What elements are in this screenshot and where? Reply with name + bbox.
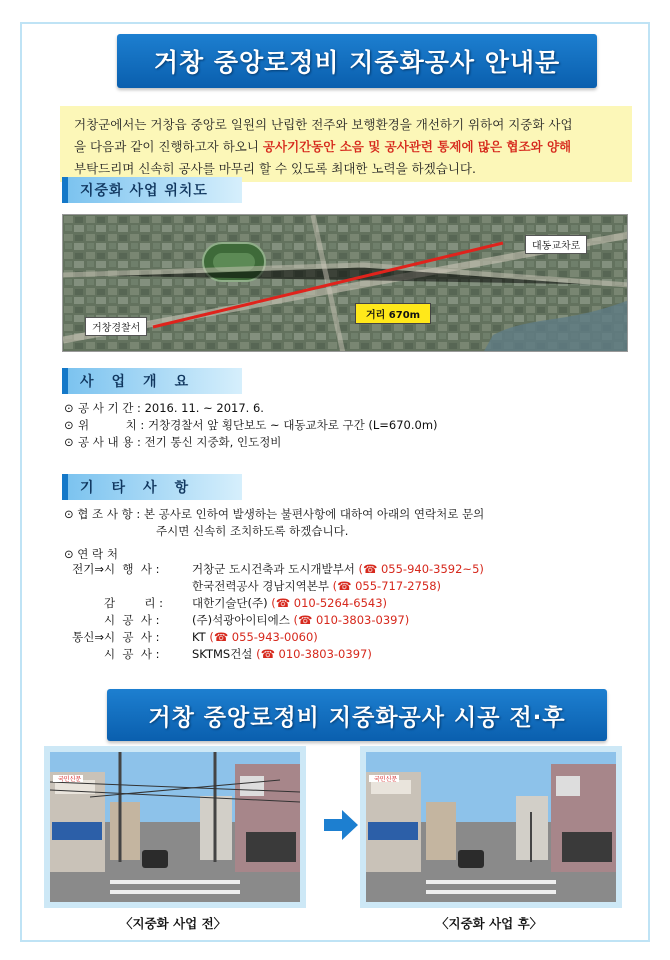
section-heading-location-text: 지중화 사업 위치도 — [80, 183, 208, 199]
map-label-police-station: 거창경찰서 — [85, 317, 147, 336]
section-heading-other — [62, 474, 242, 500]
overview-item — [64, 417, 438, 434]
overview-item — [64, 434, 438, 451]
intro-line-3: 부탁드리며 신속히 공사를 마무리 할 수 있도록 최대한 노력을 하겠습니다. — [74, 161, 476, 176]
title-banner — [117, 34, 597, 88]
section-heading-location — [62, 177, 242, 203]
overview-item-value: 거창경찰서 앞 횡단보도 ~ 대동교차로 구간 (L=670.0m) — [147, 418, 438, 432]
before-shop-sign: 국민신문 — [58, 776, 82, 783]
contact-phone: (☎ 010-3803-0397) — [293, 613, 410, 627]
contact-row — [64, 646, 484, 663]
before-street-image — [50, 752, 300, 902]
cooperation-label: ⊙ 협 조 사 항 : — [64, 507, 141, 521]
overview-list — [64, 400, 438, 451]
contact-list — [64, 561, 484, 663]
contact-phone: (☎ 055-943-0060) — [209, 630, 318, 644]
overview-item-label: 위 치 : — [78, 418, 145, 432]
intro-box — [60, 106, 632, 182]
cooperation-row — [64, 506, 484, 523]
contact-name: 대한기술단(주) — [192, 596, 268, 610]
overview-item-value: 전기 통신 지중화, 인도정비 — [144, 435, 282, 449]
section-heading-overview-text: 사업개요 — [80, 374, 207, 390]
contact-name: 거창군 도시건축과 도시개발부서 — [192, 562, 355, 576]
contact-phone: (☎ 055-940-3592~5) — [358, 562, 484, 576]
arrow-right-icon — [324, 810, 358, 840]
contact-row — [64, 561, 484, 578]
cooperation-text: 본 공사로 인하여 발생하는 불편사항에 대하여 아래의 연락처로 문의 — [143, 507, 485, 521]
notice-page — [20, 22, 650, 942]
after-photo — [360, 746, 622, 908]
contacts-heading: ⊙ 연 락 처 — [64, 547, 118, 561]
contact-group: 통신⇒ — [72, 630, 104, 644]
map-distance-label: 거리 670m — [355, 303, 431, 324]
map-label-daedong-intersection: 대동교차로 — [525, 235, 587, 254]
intro-highlight: 공사기간동안 소음 및 공사관련 통제에 많은 협조와 양해 — [262, 139, 572, 154]
contact-name: (주)석광아이티에스 — [192, 613, 290, 627]
after-caption: 〈지중화 사업 후〉 — [436, 916, 543, 931]
contact-role: 시 행 사 : — [104, 562, 160, 576]
contact-group: 전기⇒ — [72, 562, 104, 576]
contact-row — [64, 595, 484, 612]
contact-row — [64, 629, 484, 646]
after-street-image — [366, 752, 616, 902]
intro-line-1: 거창군에서는 거창읍 중앙로 일원의 난립한 전주와 보행환경을 개선하기 위하여 지중화 사업 — [74, 117, 573, 132]
contact-name: KT — [192, 630, 206, 644]
section-heading-overview — [62, 368, 242, 394]
cooperation-text-2: 주시면 신속히 조치하도록 하겠습니다. — [156, 524, 349, 538]
intro-line-2 — [74, 136, 618, 158]
contact-name: 한국전력공사 경남지역본부 — [192, 579, 329, 593]
page-title: 거창 중앙로정비 지중화공사 안내문 — [153, 48, 561, 77]
contact-phone: (☎ 010-5264-6543) — [271, 596, 388, 610]
bullet-icon: ⊙ — [64, 401, 74, 415]
overview-item — [64, 400, 438, 417]
location-map — [62, 214, 628, 352]
bullet-icon: ⊙ — [64, 435, 74, 449]
contact-phone: (☎ 055-717-2758) — [332, 579, 442, 593]
bullet-icon: ⊙ — [64, 418, 74, 432]
contact-role: 감 리 : — [104, 596, 163, 610]
contact-phone: (☎ 010-3803-0397) — [256, 647, 372, 661]
contact-role: 시 공 사 : — [104, 613, 160, 627]
before-after-title: 거창 중앙로정비 지중화공사 시공 전·후 — [148, 704, 566, 731]
contact-role: 시 공 사 : — [104, 630, 160, 644]
other-notes — [64, 506, 484, 563]
overview-item-label: 공 사 기 간 : — [78, 401, 141, 415]
contact-row — [64, 578, 484, 595]
after-shop-sign: 국민신문 — [374, 776, 398, 783]
before-caption: 〈지중화 사업 전〉 — [120, 916, 227, 931]
overview-item-label: 공 사 내 용 : — [78, 435, 141, 449]
before-photo — [44, 746, 306, 908]
contact-row — [64, 612, 484, 629]
intro-line-2-text: 을 다음과 같이 진행하고자 하오니 — [74, 139, 263, 154]
section-heading-other-text: 기타사항 — [80, 480, 207, 496]
contact-name: SKTMS건설 — [192, 647, 253, 661]
before-after-banner — [107, 689, 607, 741]
contact-role: 시 공 사 : — [104, 647, 160, 661]
overview-item-value: 2016. 11. ~ 2017. 6. — [144, 401, 264, 415]
